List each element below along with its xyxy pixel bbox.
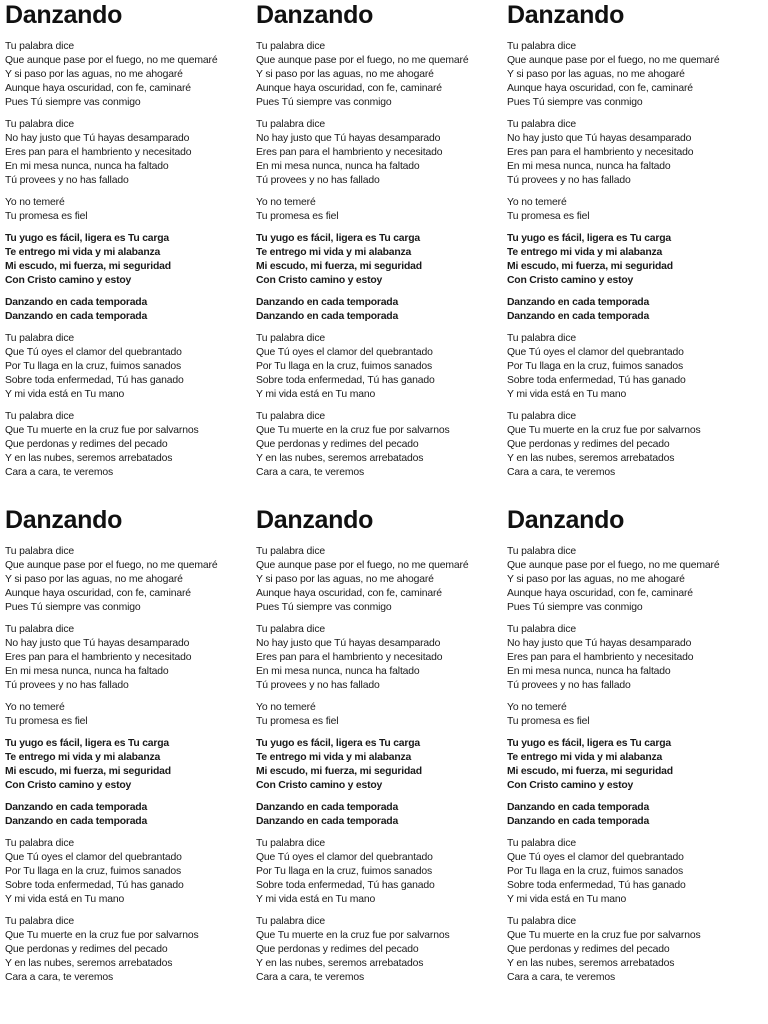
lyric-line: Danzando en cada temporada [507,311,650,322]
lyric-line: Eres pan para el hambriento y necesitado [507,652,694,663]
verse-stanza [5,701,257,729]
lyric-line: Tú provees y no has fallado [256,175,380,186]
lyric-line: Que perdonas y redimes del pecado [507,944,670,955]
lyric-line: Tu palabra dice [256,546,325,557]
lyric-line: Que Tu muerte en la cruz fue por salvarnos [5,425,199,436]
lyrics-card-4 [5,505,257,1010]
lyric-line: Aunque haya oscuridad, con fe, caminaré [5,588,191,599]
lyric-line: Que perdonas y redimes del pecado [256,944,419,955]
lyric-line: No hay justo que Tú hayas desamparado [5,133,190,144]
lyric-line: Que perdonas y redimes del pecado [5,944,168,955]
lyric-line: Tu yugo es fácil, ligera es Tu carga [256,738,420,749]
lyric-line: Tu yugo es fácil, ligera es Tu carga [5,233,169,244]
chorus-stanza [256,296,508,324]
lyric-line: Tu palabra dice [507,624,576,635]
lyric-line: Y en las nubes, seremos arrebatados [507,958,675,969]
lyric-line: Que Tú oyes el clamor del quebrantado [5,852,182,863]
verse-stanza [256,701,508,729]
lyric-line: Que Tú oyes el clamor del quebrantado [5,347,182,358]
lyric-line: Tu palabra dice [256,838,325,849]
lyric-line: Y si paso por las aguas, no me ahogaré [256,574,434,585]
song-title: Danzando [5,1,123,29]
verse-stanza [5,332,257,402]
chorus-stanza [507,801,759,829]
lyric-line: Que aunque pase por el fuego, no me quemaré [507,55,720,66]
lyric-line: Y si paso por las aguas, no me ahogaré [5,574,183,585]
lyric-line: Tu palabra dice [256,333,325,344]
lyric-line: Tu palabra dice [5,624,74,635]
verse-stanza [507,915,759,985]
verse-stanza [507,332,759,402]
lyric-line: Pues Tú siempre vas conmigo [256,97,392,108]
lyric-line: Sobre toda enfermedad, Tú has ganado [5,880,184,891]
lyric-line: Pues Tú siempre vas conmigo [5,602,141,613]
lyric-line: Danzando en cada temporada [256,816,399,827]
lyric-line: En mi mesa nunca, nunca ha faltado [507,666,671,677]
lyric-line: Danzando en cada temporada [5,311,148,322]
verse-stanza [5,40,257,110]
lyric-line: Y si paso por las aguas, no me ahogaré [5,69,183,80]
lyrics-card-5 [256,505,508,1010]
lyric-line: Con Cristo camino y estoy [507,780,634,791]
lyric-line: Danzando en cada temporada [5,297,148,308]
lyric-line: Pues Tú siempre vas conmigo [256,602,392,613]
lyric-line: No hay justo que Tú hayas desamparado [5,638,190,649]
lyric-line: En mi mesa nunca, nunca ha faltado [5,666,169,677]
lyric-line: No hay justo que Tú hayas desamparado [256,133,441,144]
lyric-line: Danzando en cada temporada [5,816,148,827]
lyric-line: Y si paso por las aguas, no me ahogaré [256,69,434,80]
lyric-line: Que Tu muerte en la cruz fue por salvarnos [256,930,450,941]
verse-stanza [256,332,508,402]
lyrics-card-2 [256,0,508,505]
lyric-line: Mi escudo, mi fuerza, mi seguridad [5,766,171,777]
lyric-line: Tu palabra dice [256,119,325,130]
verse-stanza [5,118,257,188]
lyric-line: Con Cristo camino y estoy [507,275,634,286]
song-title: Danzando [507,506,625,534]
lyric-line: En mi mesa nunca, nunca ha faltado [256,161,420,172]
lyric-line: Sobre toda enfermedad, Tú has ganado [5,375,184,386]
lyric-line: Y en las nubes, seremos arrebatados [256,958,424,969]
lyric-line: Por Tu llaga en la cruz, fuimos sanados [256,866,433,877]
lyric-line: Mi escudo, mi fuerza, mi seguridad [5,261,171,272]
verse-stanza [507,40,759,110]
verse-stanza [507,410,759,480]
lyric-line: Aunque haya oscuridad, con fe, caminaré [507,588,693,599]
verse-stanza [256,837,508,907]
lyric-line: Tu promesa es fiel [5,211,88,222]
lyric-line: Te entrego mi vida y mi alabanza [256,752,412,763]
chorus-stanza [256,737,508,793]
lyric-line: Te entrego mi vida y mi alabanza [256,247,412,258]
lyric-line: Te entrego mi vida y mi alabanza [507,752,663,763]
lyric-line: Sobre toda enfermedad, Tú has ganado [256,880,435,891]
lyric-line: Pues Tú siempre vas conmigo [507,602,643,613]
lyric-line: Pues Tú siempre vas conmigo [507,97,643,108]
lyric-line: Cara a cara, te veremos [5,972,114,983]
lyrics-card-3 [507,0,759,505]
lyric-line: Danzando en cada temporada [256,311,399,322]
lyric-line: Tu palabra dice [256,916,325,927]
lyric-line: Eres pan para el hambriento y necesitado [5,147,192,158]
verse-stanza [5,196,257,224]
lyric-line: Mi escudo, mi fuerza, mi seguridad [507,766,673,777]
lyric-line: Que Tú oyes el clamor del quebrantado [507,852,684,863]
lyric-line: Tu palabra dice [5,838,74,849]
lyric-line: Que perdonas y redimes del pecado [256,439,419,450]
lyric-line: Eres pan para el hambriento y necesitado [256,147,443,158]
verse-stanza [256,196,508,224]
verse-stanza [507,701,759,729]
verse-stanza [256,545,508,615]
lyric-line: Y en las nubes, seremos arrebatados [5,958,173,969]
verse-stanza [5,410,257,480]
lyric-line: Que perdonas y redimes del pecado [5,439,168,450]
lyric-line: Yo no temeré [5,197,65,208]
verse-stanza [256,410,508,480]
lyric-line: Tu promesa es fiel [507,211,590,222]
lyric-line: Aunque haya oscuridad, con fe, caminaré [507,83,693,94]
lyric-line: Y si paso por las aguas, no me ahogaré [507,69,685,80]
lyric-line: Y mi vida está en Tu mano [507,389,627,400]
lyric-line: Yo no temeré [5,702,65,713]
lyric-line: Sobre toda enfermedad, Tú has ganado [507,375,686,386]
verse-stanza [256,623,508,693]
verse-stanza [507,545,759,615]
lyrics-card-1 [5,0,257,505]
lyric-line: Por Tu llaga en la cruz, fuimos sanados [5,866,182,877]
lyric-line: Cara a cara, te veremos [256,467,365,478]
lyric-line: Tu palabra dice [507,838,576,849]
lyric-line: Que aunque pase por el fuego, no me quemaré [256,55,469,66]
verse-stanza [507,118,759,188]
lyric-line: Que aunque pase por el fuego, no me quemaré [256,560,469,571]
verse-stanza [5,915,257,985]
lyric-line: Y en las nubes, seremos arrebatados [507,453,675,464]
lyrics-card-6 [507,505,759,1010]
lyric-line: Danzando en cada temporada [256,802,399,813]
chorus-stanza [5,296,257,324]
verse-stanza [5,837,257,907]
lyric-line: Tú provees y no has fallado [5,680,129,691]
lyric-line: En mi mesa nunca, nunca ha faltado [5,161,169,172]
lyric-line: Tu palabra dice [507,119,576,130]
lyric-line: Tu palabra dice [5,41,74,52]
verse-stanza [507,837,759,907]
song-title: Danzando [507,1,625,29]
lyric-line: Danzando en cada temporada [507,816,650,827]
chorus-stanza [5,737,257,793]
verse-stanza [507,623,759,693]
lyric-line: Con Cristo camino y estoy [5,275,132,286]
lyric-line: Tú provees y no has fallado [507,680,631,691]
lyric-line: Tu palabra dice [256,411,325,422]
lyric-line: Aunque haya oscuridad, con fe, caminaré [256,588,442,599]
lyric-line: Te entrego mi vida y mi alabanza [507,247,663,258]
lyric-line: Que aunque pase por el fuego, no me quemaré [507,560,720,571]
lyric-line: Que Tú oyes el clamor del quebrantado [507,347,684,358]
lyric-line: Que Tu muerte en la cruz fue por salvarnos [507,425,701,436]
lyric-line: Por Tu llaga en la cruz, fuimos sanados [507,866,684,877]
lyric-line: Que Tu muerte en la cruz fue por salvarnos [5,930,199,941]
lyric-line: Tú provees y no has fallado [256,680,380,691]
lyric-line: No hay justo que Tú hayas desamparado [507,133,692,144]
lyric-line: Te entrego mi vida y mi alabanza [5,247,161,258]
lyric-line: Danzando en cada temporada [5,802,148,813]
lyric-line: Mi escudo, mi fuerza, mi seguridad [256,766,422,777]
lyric-line: Tu palabra dice [507,916,576,927]
lyric-line: Tu palabra dice [507,546,576,557]
lyric-line: Pues Tú siempre vas conmigo [5,97,141,108]
lyric-line: Mi escudo, mi fuerza, mi seguridad [507,261,673,272]
lyric-line: Tu palabra dice [256,624,325,635]
lyric-line: Tu palabra dice [507,411,576,422]
lyric-line: No hay justo que Tú hayas desamparado [256,638,441,649]
verse-stanza [256,118,508,188]
lyric-line: Que Tu muerte en la cruz fue por salvarnos [507,930,701,941]
lyric-line: Tú provees y no has fallado [507,175,631,186]
lyric-line: Eres pan para el hambriento y necesitado [507,147,694,158]
lyric-line: Que Tú oyes el clamor del quebrantado [256,852,433,863]
chorus-stanza [256,232,508,288]
lyric-line: Tu palabra dice [507,41,576,52]
lyric-line: Yo no temeré [507,197,567,208]
lyric-line: Que aunque pase por el fuego, no me quemaré [5,560,218,571]
lyric-line: Por Tu llaga en la cruz, fuimos sanados [256,361,433,372]
lyric-line: En mi mesa nunca, nunca ha faltado [256,666,420,677]
song-title: Danzando [5,506,123,534]
lyric-line: Que perdonas y redimes del pecado [507,439,670,450]
lyric-line: Con Cristo camino y estoy [5,780,132,791]
lyric-line: Y mi vida está en Tu mano [5,894,125,905]
song-title: Danzando [256,1,374,29]
lyric-line: Y mi vida está en Tu mano [5,389,125,400]
song-title: Danzando [256,506,374,534]
lyric-line: Tu palabra dice [256,41,325,52]
lyric-line: Tu promesa es fiel [256,211,339,222]
lyric-line: Te entrego mi vida y mi alabanza [5,752,161,763]
lyric-line: Y mi vida está en Tu mano [507,894,627,905]
lyric-line: Tu yugo es fácil, ligera es Tu carga [507,233,671,244]
lyric-line: Cara a cara, te veremos [507,467,616,478]
lyric-line: Danzando en cada temporada [507,802,650,813]
lyric-line: Tu yugo es fácil, ligera es Tu carga [256,233,420,244]
lyric-line: Que aunque pase por el fuego, no me quemaré [5,55,218,66]
lyric-line: Tu yugo es fácil, ligera es Tu carga [507,738,671,749]
verse-stanza [256,40,508,110]
chorus-stanza [256,801,508,829]
lyric-line: Yo no temeré [256,702,316,713]
lyric-line: Tu palabra dice [5,411,74,422]
lyric-line: Con Cristo camino y estoy [256,780,383,791]
lyric-line: Y en las nubes, seremos arrebatados [5,453,173,464]
lyric-line: Yo no temeré [256,197,316,208]
chorus-stanza [5,801,257,829]
lyric-line: Tu palabra dice [5,333,74,344]
lyric-line: En mi mesa nunca, nunca ha faltado [507,161,671,172]
chorus-stanza [507,232,759,288]
lyric-line: Y mi vida está en Tu mano [256,894,376,905]
verse-stanza [5,623,257,693]
lyric-line: Que Tu muerte en la cruz fue por salvarnos [256,425,450,436]
lyric-line: Tú provees y no has fallado [5,175,129,186]
lyric-line: Y si paso por las aguas, no me ahogaré [507,574,685,585]
lyric-line: Tu palabra dice [507,333,576,344]
lyric-line: Con Cristo camino y estoy [256,275,383,286]
chorus-stanza [5,232,257,288]
lyric-line: Por Tu llaga en la cruz, fuimos sanados [5,361,182,372]
lyric-line: No hay justo que Tú hayas desamparado [507,638,692,649]
lyric-line: Tu palabra dice [5,916,74,927]
verse-stanza [507,196,759,224]
lyric-line: Danzando en cada temporada [256,297,399,308]
lyric-line: Tu yugo es fácil, ligera es Tu carga [5,738,169,749]
lyric-line: Tu promesa es fiel [5,716,88,727]
lyric-line: Mi escudo, mi fuerza, mi seguridad [256,261,422,272]
lyric-line: Y en las nubes, seremos arrebatados [256,453,424,464]
lyric-line: Yo no temeré [507,702,567,713]
lyric-line: Sobre toda enfermedad, Tú has ganado [256,375,435,386]
chorus-stanza [507,296,759,324]
lyric-line: Tu promesa es fiel [256,716,339,727]
lyric-line: Aunque haya oscuridad, con fe, caminaré [256,83,442,94]
lyric-line: Aunque haya oscuridad, con fe, caminaré [5,83,191,94]
lyric-line: Danzando en cada temporada [507,297,650,308]
lyric-line: Eres pan para el hambriento y necesitado [256,652,443,663]
lyric-line: Por Tu llaga en la cruz, fuimos sanados [507,361,684,372]
lyric-line: Tu palabra dice [5,546,74,557]
verse-stanza [5,545,257,615]
lyric-line: Tu palabra dice [5,119,74,130]
lyric-line: Tu promesa es fiel [507,716,590,727]
lyric-line: Que Tú oyes el clamor del quebrantado [256,347,433,358]
lyric-line: Cara a cara, te veremos [507,972,616,983]
lyric-line: Cara a cara, te veremos [256,972,365,983]
lyric-line: Sobre toda enfermedad, Tú has ganado [507,880,686,891]
chorus-stanza [507,737,759,793]
verse-stanza [256,915,508,985]
lyric-line: Eres pan para el hambriento y necesitado [5,652,192,663]
lyric-line: Cara a cara, te veremos [5,467,114,478]
lyric-line: Y mi vida está en Tu mano [256,389,376,400]
